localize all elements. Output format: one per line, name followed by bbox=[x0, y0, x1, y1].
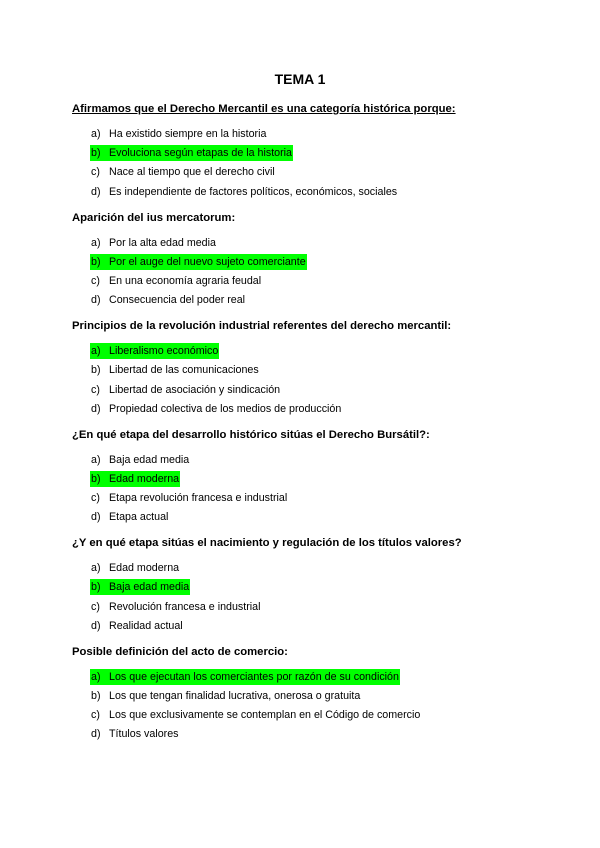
option-text: Edad moderna bbox=[109, 562, 180, 575]
question-list bbox=[72, 101, 532, 752]
question-text: ¿En qué etapa del desarrollo histórico sitúas el Derecho Bursátil?: bbox=[72, 428, 430, 441]
option-text: Realidad actual bbox=[109, 619, 183, 632]
option-letter: d) bbox=[91, 294, 101, 307]
option-letter: c) bbox=[91, 600, 100, 613]
option-letter: b) bbox=[91, 472, 101, 485]
option-text: En una economía agraria feudal bbox=[109, 274, 262, 287]
option-text: Baja edad media bbox=[109, 453, 190, 466]
option-text: Baja edad media bbox=[109, 581, 190, 594]
answer-option-correct bbox=[72, 254, 532, 270]
answer-option bbox=[72, 184, 532, 200]
answer-options bbox=[72, 343, 532, 417]
option-letter: c) bbox=[91, 709, 100, 722]
option-letter: c) bbox=[91, 274, 100, 287]
question-block bbox=[72, 318, 532, 417]
answer-option-content bbox=[90, 235, 217, 251]
option-text: Etapa revolución francesa e industrial bbox=[109, 492, 288, 505]
option-letter: d) bbox=[91, 728, 101, 741]
option-text: Los que ejecutan los comerciantes por razón de su condición bbox=[109, 670, 399, 683]
answer-option bbox=[72, 273, 532, 289]
answer-option bbox=[72, 235, 532, 251]
answer-option bbox=[72, 362, 532, 378]
answer-option bbox=[72, 560, 532, 576]
option-text: Por el auge del nuevo sujeto comerciante bbox=[109, 255, 306, 268]
answer-option bbox=[72, 509, 532, 525]
answer-option-content bbox=[90, 382, 281, 398]
answer-option-content bbox=[90, 401, 342, 417]
answer-option-content bbox=[90, 618, 184, 634]
question-text: Posible definición del acto de comercio: bbox=[72, 645, 288, 658]
answer-option-content bbox=[90, 452, 190, 468]
answer-option bbox=[72, 292, 532, 308]
answer-option-content bbox=[90, 509, 169, 525]
answer-option-correct bbox=[72, 579, 532, 595]
question-block bbox=[72, 210, 532, 309]
option-letter: a) bbox=[91, 562, 101, 575]
option-text: Los que exclusivamente se contemplan en el Código de comercio bbox=[109, 709, 421, 722]
answer-option bbox=[72, 164, 532, 180]
answer-option-content bbox=[90, 184, 398, 200]
answer-option bbox=[72, 726, 532, 742]
question-block bbox=[72, 644, 532, 743]
option-letter: d) bbox=[91, 619, 101, 632]
option-letter: d) bbox=[91, 402, 101, 415]
answer-option-content bbox=[90, 362, 260, 378]
option-letter: c) bbox=[91, 166, 100, 179]
answer-option-content bbox=[90, 164, 276, 180]
option-text: Revolución francesa e industrial bbox=[109, 600, 261, 613]
option-letter: a) bbox=[91, 453, 101, 466]
answer-options bbox=[72, 560, 532, 634]
question-text: Principios de la revolución industrial referentes del derecho mercantil: bbox=[72, 320, 452, 333]
option-text: Ha existido siempre en la historia bbox=[109, 128, 267, 140]
answer-option-content bbox=[90, 292, 246, 308]
option-letter: a) bbox=[91, 236, 101, 249]
answer-options bbox=[72, 235, 532, 309]
option-letter: c) bbox=[91, 383, 100, 396]
option-text: Evoluciona según etapas de la historia bbox=[109, 147, 292, 160]
option-text: Por la alta edad media bbox=[109, 236, 216, 249]
question-block bbox=[72, 101, 532, 200]
option-letter: c) bbox=[91, 492, 100, 505]
answer-option bbox=[72, 490, 532, 506]
option-text: Los que tengan finalidad lucrativa, onerosa o gratuita bbox=[109, 690, 361, 702]
option-text: Propiedad colectiva de los medios de producción bbox=[109, 402, 342, 415]
answer-option-correct bbox=[72, 343, 532, 359]
option-text: Es independiente de factores políticos, económicos, sociales bbox=[109, 185, 398, 198]
answer-option bbox=[72, 452, 532, 468]
answer-option-content bbox=[90, 726, 180, 742]
answer-option-content bbox=[90, 579, 190, 595]
answer-option-content bbox=[90, 254, 307, 270]
answer-option bbox=[72, 688, 532, 704]
answer-option-correct bbox=[72, 145, 532, 161]
option-text: Libertad de las comunicaciones bbox=[109, 364, 259, 377]
option-letter: b) bbox=[91, 255, 101, 268]
answer-option bbox=[72, 599, 532, 615]
option-letter: b) bbox=[91, 364, 101, 377]
option-text: Liberalismo económico bbox=[109, 345, 219, 358]
answer-option-correct bbox=[72, 471, 532, 487]
option-letter: a) bbox=[91, 128, 101, 140]
question-block bbox=[72, 427, 532, 526]
answer-options bbox=[72, 669, 532, 743]
option-letter: a) bbox=[91, 345, 101, 358]
option-text: Consecuencia del poder real bbox=[109, 294, 246, 307]
option-text: Edad moderna bbox=[109, 472, 180, 485]
option-text: Nace al tiempo que el derecho civil bbox=[109, 166, 275, 179]
option-letter: d) bbox=[91, 511, 101, 524]
question-text: Aparición del ius mercatorum: bbox=[72, 211, 236, 224]
answer-option-content bbox=[90, 707, 421, 723]
answer-option-content bbox=[90, 669, 400, 685]
answer-options bbox=[72, 126, 532, 200]
answer-options bbox=[72, 452, 532, 526]
answer-option bbox=[72, 126, 532, 142]
answer-option-content bbox=[90, 490, 288, 506]
question-text: ¿Y en qué etapa sitúas el nacimiento y regulación de los títulos valores? bbox=[72, 537, 462, 550]
answer-option-content bbox=[90, 688, 361, 704]
answer-option-content bbox=[90, 560, 180, 576]
option-letter: d) bbox=[91, 185, 101, 198]
answer-option bbox=[72, 618, 532, 634]
answer-option-content bbox=[90, 145, 293, 161]
answer-option-content bbox=[90, 273, 262, 289]
answer-option-content bbox=[90, 126, 267, 142]
answer-option bbox=[72, 382, 532, 398]
answer-option-correct bbox=[72, 669, 532, 685]
answer-option-content bbox=[90, 599, 262, 615]
option-text: Libertad de asociación y sindicación bbox=[109, 383, 281, 396]
answer-option bbox=[72, 401, 532, 417]
option-text: Títulos valores bbox=[109, 728, 179, 741]
page-title: TEMA 1 bbox=[274, 71, 326, 87]
answer-option bbox=[72, 707, 532, 723]
option-letter: a) bbox=[91, 670, 101, 683]
option-letter: b) bbox=[91, 690, 101, 702]
question-text: Afirmamos que el Derecho Mercantil es una categoría histórica porque: bbox=[72, 103, 456, 115]
answer-option-content bbox=[90, 471, 180, 487]
option-letter: b) bbox=[91, 581, 101, 594]
answer-option-content bbox=[90, 343, 219, 359]
option-text: Etapa actual bbox=[109, 511, 169, 524]
question-block bbox=[72, 535, 532, 634]
option-letter: b) bbox=[91, 147, 101, 160]
